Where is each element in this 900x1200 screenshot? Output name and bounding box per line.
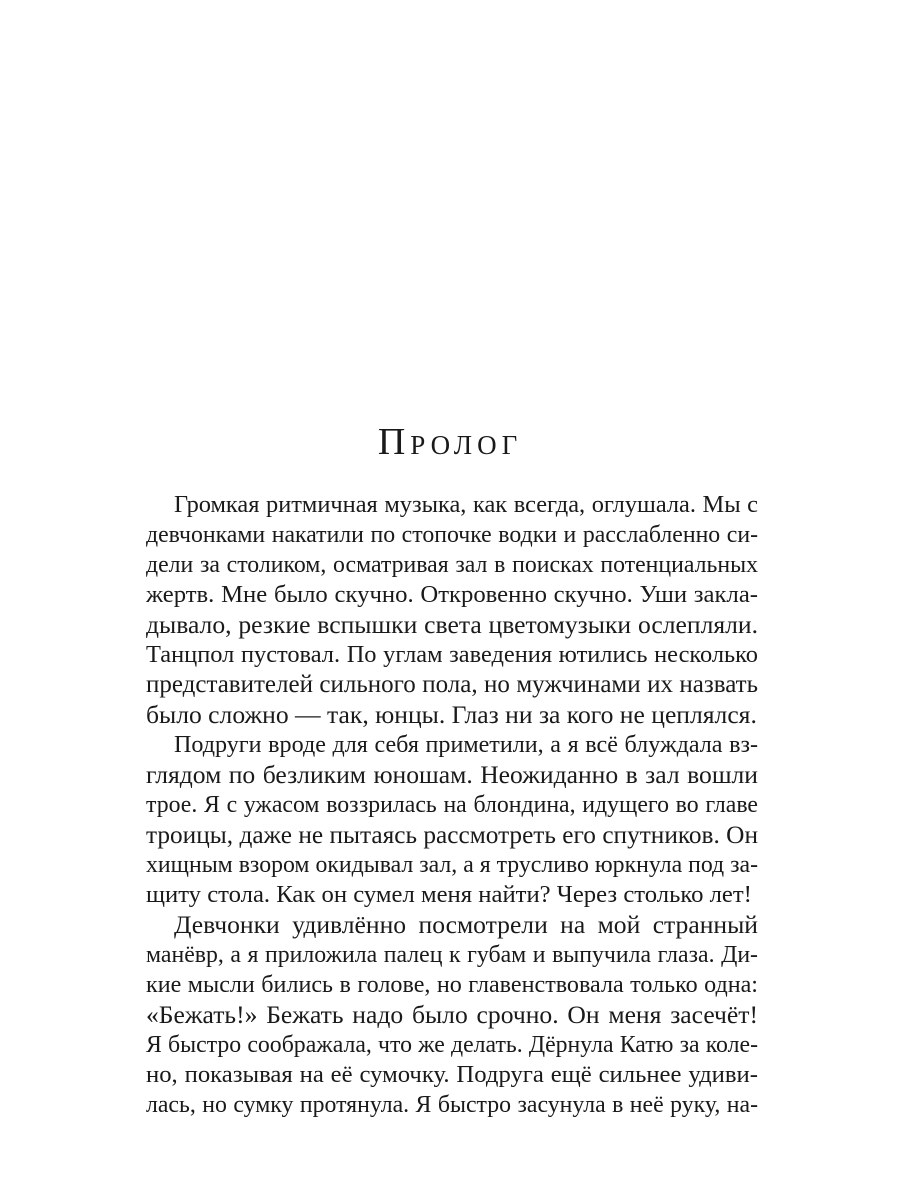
- text-line: было сложно — так, юнцы. Глаз ни за кого не цеплялся.: [146, 700, 757, 729]
- chapter-title: Пролог: [377, 421, 523, 463]
- text-line: дели за столиком, осматривая зал в поисках потенциальных: [146, 552, 758, 578]
- text-line: представителей сильного пола, но мужчинами их назвать: [146, 671, 758, 698]
- paragraph-2: [146, 730, 758, 910]
- text-line: Я быстро соображала, что же делать. Дёрнула Катю за коле-: [146, 1032, 758, 1058]
- text-line: жертв. Мне было скучно. Откровенно скучно. Уши закла-: [146, 581, 758, 608]
- text-line: манёвр, а я приложила палец к губам и выпучила глаза. Ди-: [146, 942, 758, 968]
- text-line: но, показывая на её сумочку. Подруга ещё сильнее удиви-: [146, 1061, 758, 1088]
- text-line: девчонками накатили по стопочке водки и расслабленно си-: [146, 522, 758, 548]
- text-line: лась, но сумку протянула. Я быстро засунула в неё руку, на-: [146, 1092, 758, 1118]
- text-line: Подруги вроде для себя приметили, а я всё блуждала вз-: [174, 732, 758, 758]
- text-line: троицы, даже не пытаясь рассмотреть его спутников. Он: [146, 821, 758, 849]
- text-line: Девчонки удивлённо посмотрели на мой странный: [174, 910, 758, 939]
- paragraph-1: [146, 490, 758, 730]
- text-line: кие мысли бились в голове, но главенствовала только одна:: [146, 972, 758, 998]
- text-line: глядом по безликим юношам. Неожиданно в зал вошли: [146, 760, 758, 789]
- text-line: щиту стола. Как он сумел меня найти? Через столько лет!: [146, 881, 752, 908]
- text-line: Громкая ритмичная музыка, как всегда, оглушала. Мы с: [174, 491, 758, 518]
- chapter-body: [146, 490, 758, 1120]
- text-line: Танцпол пустовал. По углам заведения ютились несколько: [146, 641, 758, 668]
- text-line: дывало, резкие вспышки света цветомузыки ослепляли.: [146, 610, 758, 639]
- text-line: хищным взором окидывал зал, а я трусливо юркнула под за-: [146, 852, 758, 878]
- paragraph-3: [146, 910, 758, 1120]
- text-line: трое. Я с ужасом воззрилась на блондина, идущего во главе: [146, 792, 758, 818]
- text-line: «Бежать!» Бежать надо было срочно. Он меня засечёт!: [146, 1000, 758, 1029]
